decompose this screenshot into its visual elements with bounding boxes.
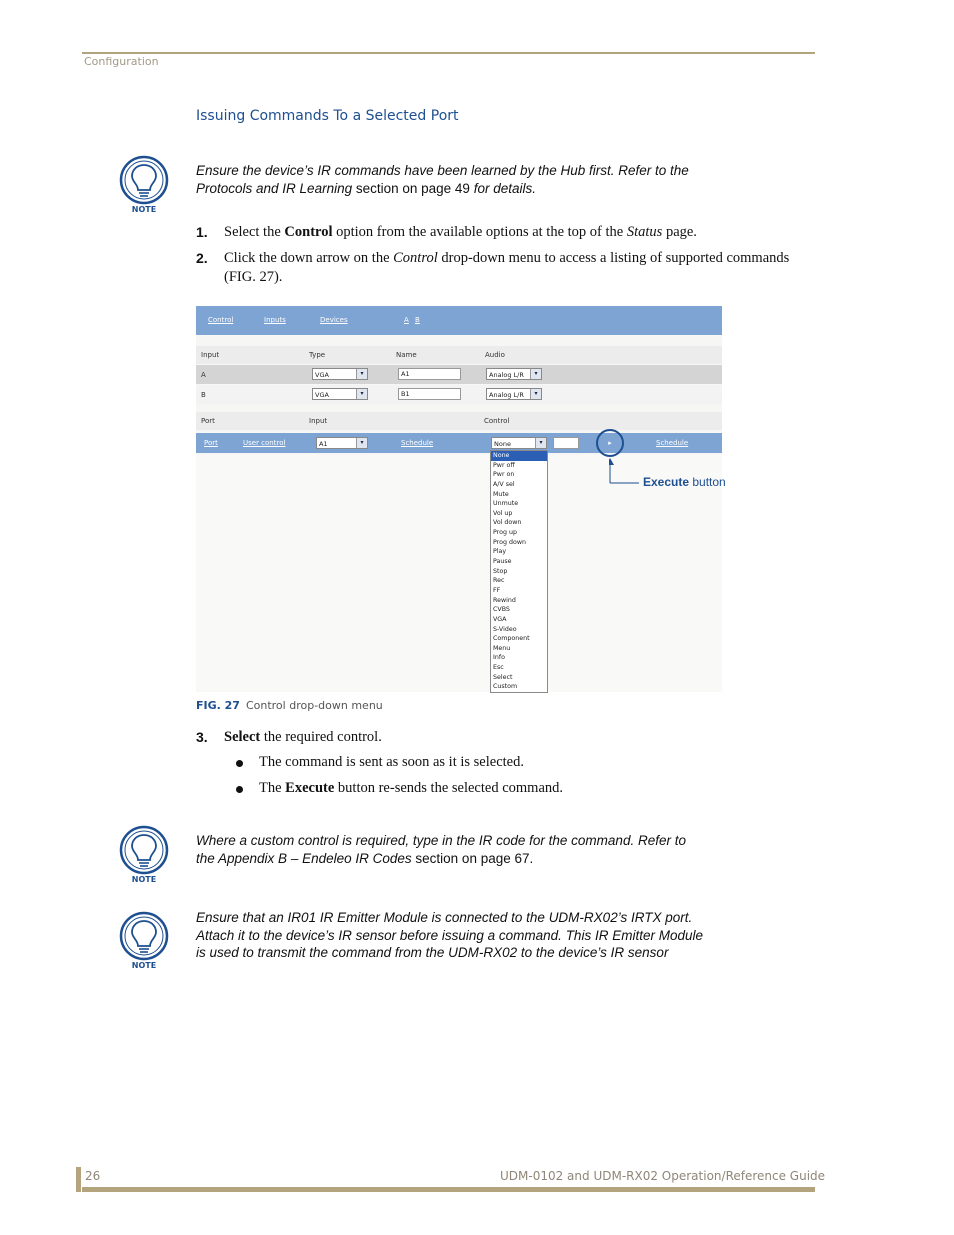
input-row-b bbox=[196, 385, 722, 404]
row-b-audio-select[interactable] bbox=[486, 388, 542, 400]
dropdown-option[interactable]: Unmute bbox=[493, 500, 519, 508]
control-dropdown-list bbox=[490, 450, 548, 693]
bullet-dot bbox=[236, 786, 243, 793]
bullet-1 bbox=[236, 754, 524, 771]
dropdown-option[interactable]: Rewind bbox=[493, 596, 516, 604]
input-row-a bbox=[196, 365, 722, 384]
note-2-ref: the Appendix B – Endeleo IR Codes bbox=[196, 850, 412, 866]
dropdown-option[interactable]: Pwr off bbox=[493, 461, 515, 469]
nav-control-link[interactable]: Control bbox=[208, 316, 234, 324]
note-1-line1: Ensure the device’s IR commands have been learned by the Hub first. Refer to the bbox=[196, 163, 689, 178]
col-audio: Audio bbox=[485, 351, 505, 359]
port-table-header bbox=[196, 412, 722, 430]
dropdown-option[interactable]: Rec bbox=[493, 577, 505, 585]
dropdown-option[interactable]: S-Video bbox=[493, 625, 517, 633]
dropdown-option[interactable]: Menu bbox=[493, 644, 511, 652]
dropdown-option[interactable]: Select bbox=[493, 673, 513, 681]
bullet-1-text: The command is sent as soon as it is selected. bbox=[259, 754, 524, 770]
bullet-2-text-a: The bbox=[259, 780, 286, 796]
step-3-number: 3. bbox=[196, 729, 208, 745]
step-1-text-c: option from the available options at the top of the bbox=[332, 224, 627, 240]
note-3-text bbox=[196, 909, 756, 962]
nav-b-link[interactable]: B bbox=[415, 316, 420, 324]
step-3-select: Select bbox=[224, 729, 261, 745]
dropdown-option[interactable]: A/V sel bbox=[493, 480, 515, 488]
step-2-number: 2. bbox=[196, 250, 208, 266]
row-a-audio-value: Analog L/R bbox=[489, 371, 524, 379]
note-3-line3: is used to transmit the command from the UDM-RX02 to the device’s IR sensor bbox=[196, 945, 669, 960]
schedule-link-2[interactable]: Schedule bbox=[656, 439, 689, 447]
footer-guide-title: UDM-0102 and UDM-RX02 Operation/Reference Guide bbox=[500, 1169, 826, 1183]
figure-nav-bar bbox=[196, 306, 722, 335]
dropdown-option[interactable]: Pwr on bbox=[493, 471, 515, 479]
dropdown-option[interactable]: CVBS bbox=[493, 606, 510, 614]
col-type: Type bbox=[309, 351, 326, 359]
note-2-line1: Where a custom control is required, type in the IR code for the command. Refer to bbox=[196, 833, 686, 848]
step-1 bbox=[196, 223, 806, 242]
row-a-name-input[interactable] bbox=[398, 368, 461, 380]
chevron-down-icon: ▾ bbox=[356, 369, 367, 379]
port-row bbox=[196, 433, 722, 453]
row-b-name-input[interactable] bbox=[398, 388, 461, 400]
dropdown-option[interactable]: Component bbox=[493, 635, 530, 643]
row-b-type-value: VGA bbox=[315, 391, 329, 399]
input-table-header bbox=[196, 346, 722, 364]
note-label: NOTE bbox=[131, 875, 157, 884]
footer-rule bbox=[82, 1187, 815, 1192]
row-a-audio-select[interactable] bbox=[486, 368, 542, 380]
row-a-name-value: A1 bbox=[401, 370, 410, 378]
chevron-down-icon: ▾ bbox=[530, 389, 541, 399]
port-input-select[interactable] bbox=[316, 437, 368, 449]
note-1-ref: Protocols and IR Learning bbox=[196, 180, 353, 196]
execute-callout-label bbox=[643, 475, 726, 489]
note-label: NOTE bbox=[131, 961, 157, 970]
step-2-control: Control bbox=[393, 250, 438, 266]
row-a-input: A bbox=[201, 371, 206, 379]
user-control-link[interactable]: User control bbox=[243, 439, 286, 447]
figure-27-screenshot bbox=[196, 306, 722, 692]
dropdown-option[interactable]: Vol down bbox=[493, 519, 522, 527]
footer-page-number: 26 bbox=[85, 1169, 101, 1183]
step-1-text-e: page. bbox=[662, 224, 697, 240]
dropdown-option[interactable]: Info bbox=[493, 654, 505, 662]
step-2-text-c: drop-down menu to access a listing of supported commands bbox=[437, 250, 790, 266]
bullet-dot bbox=[236, 760, 243, 767]
row-b-audio-value: Analog L/R bbox=[489, 391, 524, 399]
row-b-type-select[interactable] bbox=[312, 388, 368, 400]
row-a-type-value: VGA bbox=[315, 371, 329, 379]
execute-button[interactable]: ▸ bbox=[608, 439, 612, 447]
dropdown-option[interactable]: Play bbox=[493, 548, 507, 556]
chevron-down-icon: ▾ bbox=[530, 369, 541, 379]
caption-fig-number: FIG. 27 bbox=[196, 699, 240, 712]
note-2-line2: section on page 67. bbox=[411, 850, 534, 866]
dropdown-option[interactable]: Prog up bbox=[493, 529, 517, 537]
nav-devices-link[interactable]: Devices bbox=[320, 316, 348, 324]
dropdown-option[interactable]: VGA bbox=[493, 615, 507, 623]
dropdown-option[interactable]: Custom bbox=[493, 683, 518, 691]
control-select[interactable] bbox=[491, 437, 547, 449]
note-1-text bbox=[196, 162, 736, 197]
dropdown-option[interactable]: FF bbox=[493, 586, 501, 594]
note-1-line2-end: for details. bbox=[473, 180, 536, 196]
step-2-fig-ref: (FIG. 27). bbox=[224, 269, 283, 285]
note-3-line1: Ensure that an IR01 IR Emitter Module is connected to the UDM-RX02’s IRTX port. bbox=[196, 910, 693, 925]
dropdown-option[interactable]: Pause bbox=[493, 558, 512, 566]
col-port: Port bbox=[201, 417, 215, 425]
dropdown-option[interactable]: None bbox=[491, 451, 547, 461]
port-input-value: A1 bbox=[319, 440, 328, 448]
step-1-text-a: Select the bbox=[224, 224, 285, 240]
callout-button: button bbox=[689, 475, 726, 489]
bullet-2-execute: Execute bbox=[285, 780, 335, 796]
step-1-control: Control bbox=[284, 224, 333, 240]
dropdown-option[interactable]: Esc bbox=[493, 664, 504, 672]
step-2-text-a: Click the down arrow on the bbox=[224, 250, 394, 266]
step-1-status: Status bbox=[626, 224, 663, 240]
dropdown-option[interactable]: Prog down bbox=[493, 538, 526, 546]
header-rule bbox=[82, 52, 815, 54]
control-select-value: None bbox=[494, 440, 511, 448]
dropdown-option[interactable]: Stop bbox=[493, 567, 508, 575]
step-1-number: 1. bbox=[196, 224, 208, 240]
figure-body-area bbox=[196, 455, 722, 692]
schedule-link-1[interactable]: Schedule bbox=[401, 439, 434, 447]
chevron-down-icon: ▾ bbox=[535, 438, 546, 448]
step-3-text: the required control. bbox=[260, 729, 382, 745]
row-b-name-value: B1 bbox=[401, 390, 410, 398]
header-section-label: Configuration bbox=[84, 55, 159, 68]
col-input: Input bbox=[201, 351, 220, 359]
callout-arrow-icon bbox=[609, 458, 641, 488]
chevron-down-icon: ▾ bbox=[356, 438, 367, 448]
custom-code-input[interactable] bbox=[553, 437, 579, 449]
figure-caption bbox=[196, 699, 383, 712]
step-2 bbox=[196, 249, 806, 287]
section-heading: Issuing Commands To a Selected Port bbox=[196, 108, 459, 124]
chevron-down-icon: ▾ bbox=[356, 389, 367, 399]
callout-execute: Execute bbox=[643, 475, 690, 489]
bullet-2 bbox=[236, 780, 563, 797]
note-2-text bbox=[196, 832, 736, 867]
nav-inputs-link[interactable]: Inputs bbox=[264, 316, 286, 324]
col-name: Name bbox=[396, 351, 417, 359]
row-a-type-select[interactable] bbox=[312, 368, 368, 380]
nav-a-link[interactable]: A bbox=[404, 316, 409, 324]
col-port-input: Input bbox=[309, 417, 328, 425]
dropdown-option[interactable]: Mute bbox=[493, 490, 509, 498]
bullet-2-text-c: button re-sends the selected command. bbox=[334, 780, 564, 796]
port-link[interactable]: Port bbox=[204, 439, 218, 447]
note-3-line2: Attach it to the device’s IR sensor before issuing a command. This IR Emitter Module bbox=[196, 927, 703, 943]
footer-side-bar bbox=[76, 1167, 81, 1192]
note-label: NOTE bbox=[131, 205, 157, 214]
execute-callout-circle bbox=[596, 429, 624, 457]
col-control: Control bbox=[484, 417, 510, 425]
dropdown-option[interactable]: Vol up bbox=[493, 509, 513, 517]
step-3 bbox=[196, 728, 806, 747]
note-1-line2: section on page 49 bbox=[352, 180, 474, 196]
caption-text: Control drop-down menu bbox=[245, 699, 383, 712]
row-b-input: B bbox=[201, 391, 206, 399]
